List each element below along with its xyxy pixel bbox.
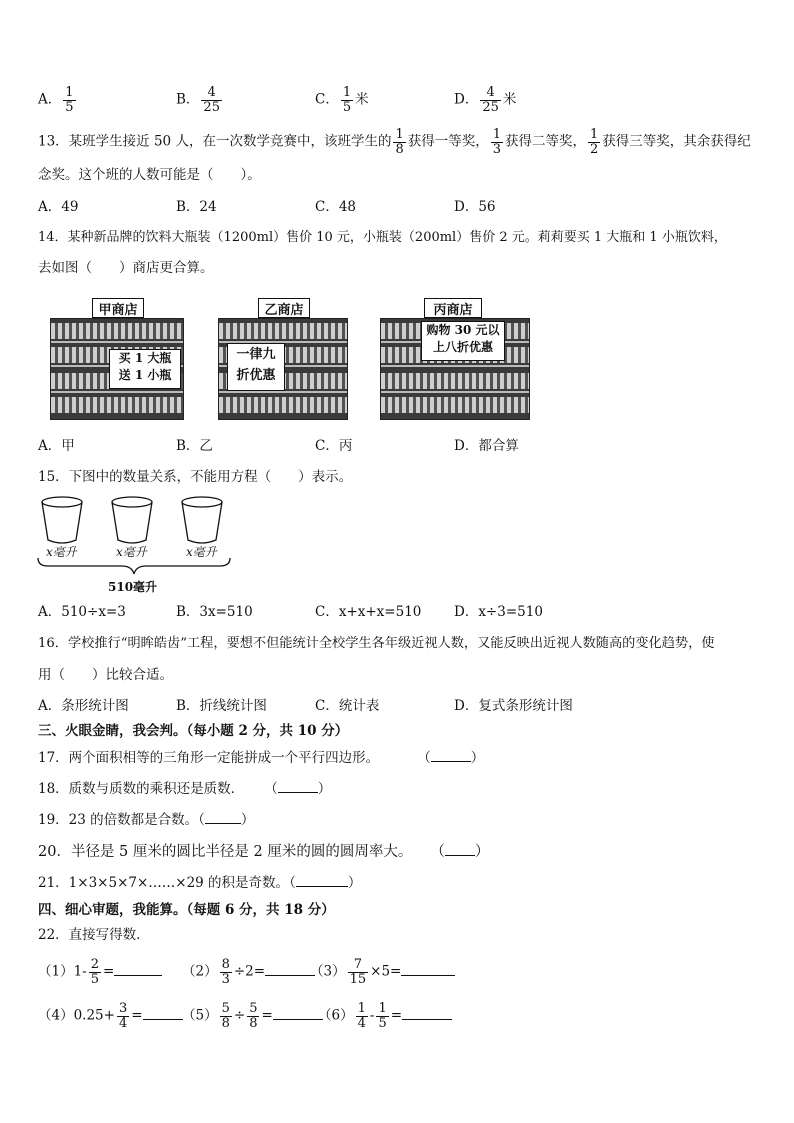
cup-2-icon <box>112 497 152 543</box>
calc-item-5: （5） $\frac{5}{8}$ ÷ $\frac{5}{8}$ = <box>182 1002 323 1030</box>
shop-jia-photo <box>50 318 184 420</box>
q16-option-a: A．条形统计图 <box>38 698 129 714</box>
q16-option-d: D．复式条形统计图 <box>454 698 573 714</box>
calc-3-answer-blank[interactable] <box>401 961 455 976</box>
calc-4-answer-blank[interactable] <box>143 1005 183 1020</box>
q12-option-b: B． $\frac{4}{25}$ <box>176 85 220 115</box>
calc-5-answer-blank[interactable] <box>273 1005 323 1020</box>
q14-stem-line2: 去如图（ ）商店更合算。 <box>38 260 214 276</box>
q13-stem-line2: 念奖。这个班的人数可能是（ ）。 <box>38 167 261 183</box>
shop-yi-label: 乙商店 <box>258 298 310 318</box>
cup-3-label: x毫升 <box>186 545 217 559</box>
q14-option-b: B．乙 <box>176 438 213 454</box>
q14-option-d: D．都合算 <box>454 438 519 454</box>
calc-6-answer-blank[interactable] <box>402 1005 452 1020</box>
section3-title: 三、火眼金睛，我会判。（每小题 2 分，共 10 分） <box>38 723 349 739</box>
q16-option-c: C．统计表 <box>315 698 380 714</box>
shop-jia-sign: 买 1 大瓶 送 1 小瓶 <box>109 349 181 389</box>
q21-answer-blank[interactable] <box>296 874 348 887</box>
calc-item-4: （4）0.25+ $\frac{3}{4}$ = <box>38 1002 183 1030</box>
q14-option-a: A．甲 <box>38 438 75 454</box>
calc-2-answer-blank[interactable] <box>265 961 315 976</box>
q14-option-c: C．丙 <box>315 438 353 454</box>
q15-option-a: A．510÷x=3 <box>38 604 126 620</box>
q20: 20．半径是 5 厘米的圆比半径是 2 厘米的圆的圆周率大。 （ ） <box>38 844 490 860</box>
q19-answer-blank[interactable] <box>205 811 241 824</box>
q16-option-b: B．折线统计图 <box>176 698 267 714</box>
calc-item-3: （3） $\frac{7}{15}$ ×5= <box>310 958 455 986</box>
q13-option-c: C．48 <box>315 199 357 215</box>
calc-item-1: （1）1- $\frac{2}{5}$ = <box>38 958 162 986</box>
cup-2-label: x毫升 <box>116 545 147 559</box>
calc-1-answer-blank[interactable] <box>114 961 162 976</box>
q17: 17．两个面积相等的三角形一定能拼成一个平行四边形。 （ ） <box>38 750 485 766</box>
shop-yi-sign: 一律九 折优惠 <box>227 343 285 391</box>
q20-answer-blank[interactable] <box>445 843 475 856</box>
q13-option-a: A．49 <box>38 199 79 215</box>
q13-option-d: D．56 <box>454 199 496 215</box>
q15-option-b: B．3x=510 <box>176 604 253 620</box>
q13-option-b: B．24 <box>176 199 217 215</box>
q21: 21．1×3×5×7×……×29 的积是奇数。（ ） <box>38 875 362 891</box>
q22-stem: 22．直接写得数． <box>38 927 150 943</box>
shop-bing-sign: 购物 30 元以 上八折优惠 <box>421 321 505 361</box>
q18-answer-blank[interactable] <box>278 780 318 793</box>
q16-stem-line2: 用（ ）比较合适。 <box>38 667 173 683</box>
shop-jia-label: 甲商店 <box>92 298 144 318</box>
total-brace <box>38 558 230 574</box>
calc-item-6: （6） $\frac{1}{4}$ - $\frac{1}{5}$ = <box>318 1002 452 1030</box>
q12-option-c: C． $\frac{1}{5}$ 米 <box>315 85 369 115</box>
cup-1-icon <box>42 497 82 543</box>
q13-stem-line1: 13．某班学生接近 50 人，在一次数学竞赛中，该班学生的 $\frac{1}{8}$ 获得一等奖， $\frac{1}{3}$ 获得二等奖， $\frac{1}{2}$ 获得三等奖，其余获得纪 <box>38 127 751 157</box>
shop-yi-photo <box>218 318 348 420</box>
q12-option-d: D． $\frac{4}{25}$ 米 <box>454 85 517 115</box>
shop-bing-photo <box>380 318 530 420</box>
shop-bing-label: 丙商店 <box>424 298 482 318</box>
cup-1-label: x毫升 <box>46 545 77 559</box>
q17-answer-blank[interactable] <box>431 749 471 762</box>
calc-item-2: （2） $\frac{8}{3}$ ÷2= <box>182 958 315 986</box>
q16-stem-line1: 16．学校推行“明眸皓齿”工程，要想不但能统计全校学生各年级近视人数，又能反映出近视人数随高的变化趋势，使 <box>38 636 715 651</box>
section4-title: 四、细心审题，我能算。（每题 6 分，共 18 分） <box>38 902 335 918</box>
q12-option-a: A． $\frac{1}{5}$ <box>38 85 74 115</box>
total-volume-label: 510毫升 <box>108 580 158 594</box>
q15-option-c: C．x+x+x=510 <box>315 604 422 620</box>
q18: 18．质数与质数的乘积还是质数． （ ） <box>38 781 332 797</box>
q15-stem: 15．下图中的数量关系，不能用方程（ ）表示。 <box>38 469 353 485</box>
cup-3-icon <box>182 497 222 543</box>
q15-option-d: D．x÷3=510 <box>454 604 543 620</box>
q19: 19．23 的倍数都是合数。（ ） <box>38 812 255 828</box>
q14-stem-line1: 14．某种新品牌的饮料大瓶装（1200ml）售价 10 元，小瓶装（200ml）售价 2 元。莉莉要买 1 大瓶和 1 小瓶饮料， <box>38 230 727 245</box>
